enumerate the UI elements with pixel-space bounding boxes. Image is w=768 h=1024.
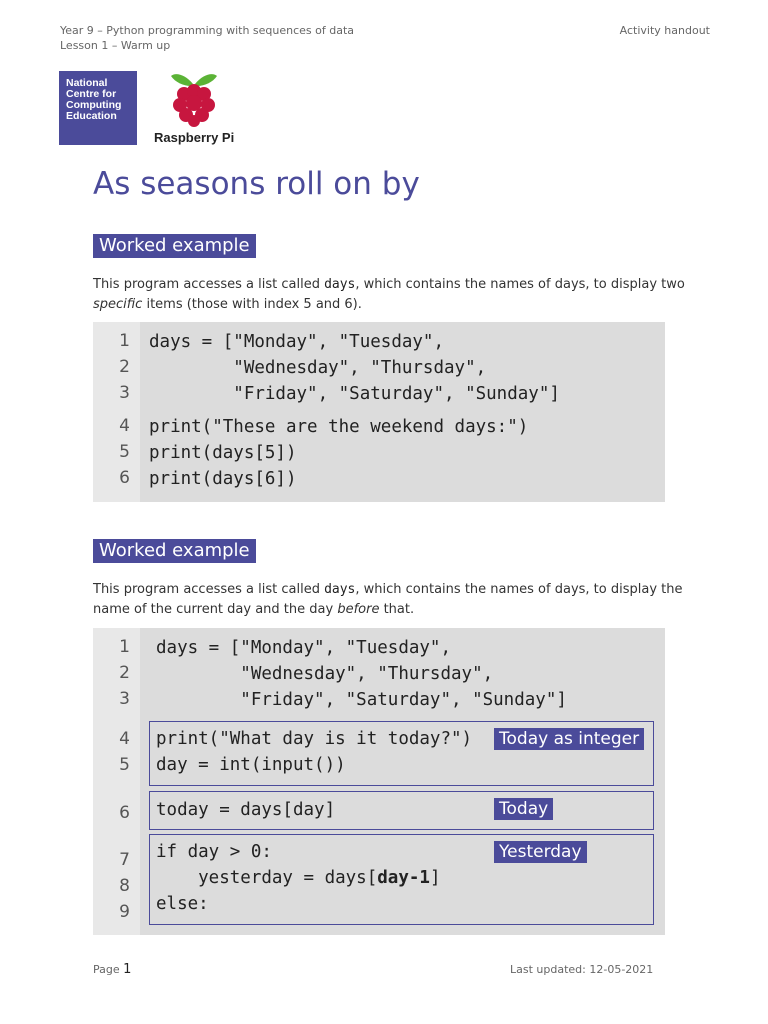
line-number: 6	[119, 468, 130, 488]
line-number: 4	[119, 416, 130, 436]
page-title: As seasons roll on by	[93, 166, 420, 202]
header-meta	[60, 23, 354, 53]
raspberry-pi-wordmark: Raspberry Pi	[154, 130, 235, 145]
code-token-bold: day-1	[377, 868, 430, 888]
code-line: days = ["Monday", "Tuesday",	[156, 638, 452, 658]
raspberry-icon	[169, 70, 219, 128]
ncce-logo-line: Computing	[66, 99, 122, 111]
line-number: 3	[119, 689, 130, 709]
code-line: print("These are the weekend days:")	[149, 417, 529, 437]
page-number	[93, 962, 131, 977]
page-number-value: 1	[123, 962, 132, 977]
line-number: 5	[119, 442, 130, 462]
line-number: 1	[119, 331, 130, 351]
header-doc-type: Activity handout	[619, 24, 710, 37]
text-run: that.	[379, 601, 415, 617]
line-number: 8	[119, 876, 130, 896]
code-line: print("What day is it today?")	[156, 729, 473, 749]
text-run: , which contains the names of days, to display the name of the current day and the day	[93, 582, 683, 617]
code-token: ]	[429, 868, 441, 888]
text-run: , which contains the names of days, to display two	[355, 277, 685, 292]
code-line: if day > 0:	[156, 842, 272, 862]
example-description	[93, 580, 693, 619]
ncce-logo	[59, 71, 137, 145]
last-updated: Last updated: 12-05-2021	[510, 963, 654, 976]
emphasis: specific	[93, 296, 143, 312]
code-line	[156, 867, 441, 889]
code-line: days = ["Monday", "Tuesday",	[149, 332, 445, 352]
code-block	[93, 628, 665, 935]
header-course: Year 9 – Python programming with sequences of data	[60, 24, 355, 37]
text-run: items (those with index 5 and 6).	[142, 296, 362, 312]
code-line: "Friday", "Saturday", "Sunday"]	[156, 690, 567, 710]
line-number: 2	[119, 663, 130, 683]
ncce-logo-line: National	[66, 77, 108, 89]
line-number: 1	[119, 637, 130, 657]
text-run: This program accesses a list called	[93, 582, 325, 597]
header-lesson: Lesson 1 – Warm up	[60, 39, 171, 52]
code-line: else:	[156, 894, 209, 914]
line-number: 3	[119, 383, 130, 403]
line-number: 5	[119, 755, 130, 775]
code-line: print(days[5])	[149, 443, 297, 463]
emphasis: before	[337, 601, 380, 617]
line-number: 7	[119, 850, 130, 870]
inline-code: days	[324, 277, 356, 292]
annotation-label: Today as integer	[494, 728, 644, 750]
line-number: 4	[119, 729, 130, 749]
annotation-label: Today	[494, 798, 553, 820]
line-number: 9	[119, 902, 130, 922]
highlight-box-input	[149, 721, 654, 786]
highlight-box-yesterday	[149, 834, 654, 925]
example-description	[93, 275, 693, 314]
code-token: yesterday = days[	[156, 868, 378, 888]
ncce-logo-line: Education	[66, 110, 117, 122]
code-block	[93, 322, 665, 502]
code-line: "Wednesday", "Thursday",	[149, 358, 487, 378]
line-number: 6	[119, 803, 130, 823]
highlight-box-today	[149, 791, 654, 830]
worked-example-tag: Worked example	[93, 234, 256, 258]
annotation-label: Yesterday	[494, 841, 587, 863]
inline-code: days	[324, 582, 356, 597]
code-line: "Friday", "Saturday", "Sunday"]	[149, 384, 560, 404]
text-run: This program accesses a list called	[93, 277, 325, 292]
code-line: day = int(input())	[156, 755, 346, 775]
code-line: print(days[6])	[149, 469, 297, 489]
line-number: 2	[119, 357, 130, 377]
raspberry-pi-logo	[150, 70, 240, 150]
page-label: Page	[93, 963, 124, 976]
code-line: "Wednesday", "Thursday",	[156, 664, 494, 684]
code-line: today = days[day]	[156, 800, 336, 820]
worked-example-tag: Worked example	[93, 539, 256, 563]
ncce-logo-line: Centre for	[66, 88, 117, 100]
